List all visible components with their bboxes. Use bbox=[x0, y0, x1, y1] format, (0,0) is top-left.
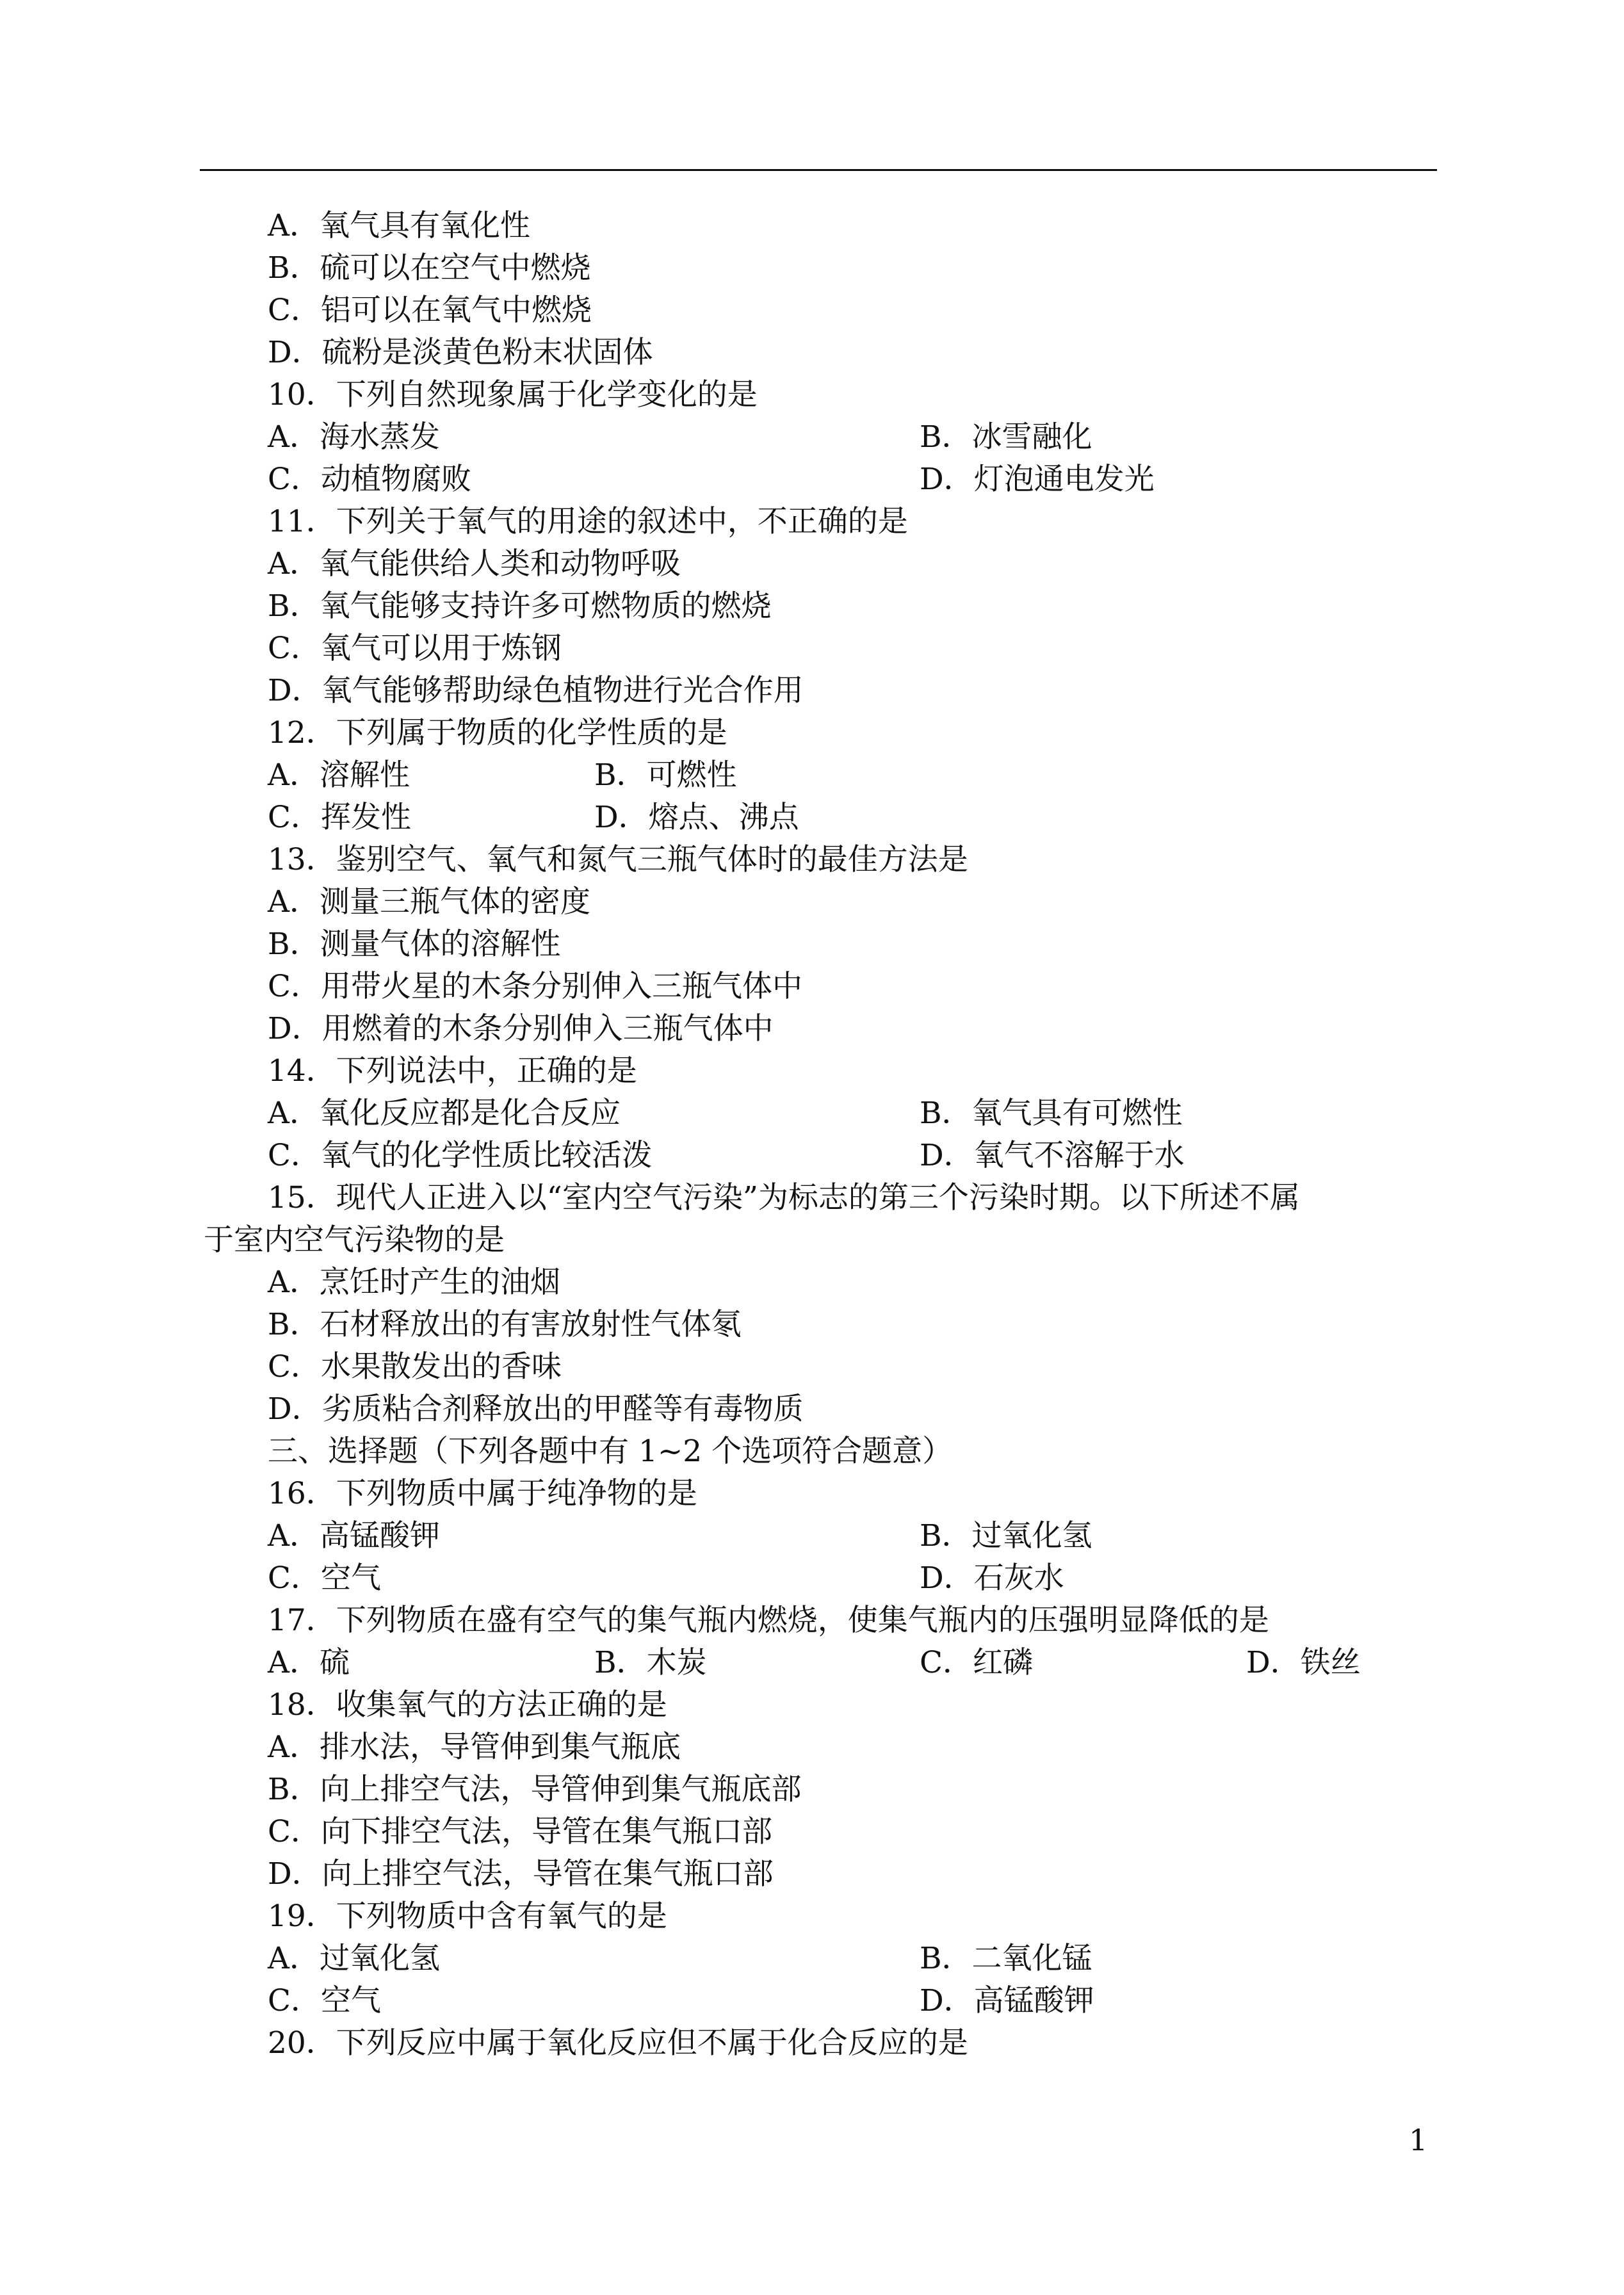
q16-option-c: C．空气 bbox=[268, 1561, 381, 1596]
q18-stem: 18．收集氧气的方法正确的是 bbox=[268, 1687, 667, 1723]
q10-option-b: B．冰雪融化 bbox=[920, 419, 1092, 455]
q12-stem: 12．下列属于物质的化学性质的是 bbox=[268, 715, 727, 750]
q13-stem: 13．鉴别空气、氧气和氮气三瓶气体时的最佳方法是 bbox=[268, 842, 968, 877]
q11-option-a: A．氧气能供给人类和动物呼吸 bbox=[268, 546, 681, 581]
q10-option-a: A．海水蒸发 bbox=[268, 419, 440, 455]
q14-option-c: C．氧气的化学性质比较活泼 bbox=[268, 1138, 652, 1173]
q15-option-c: C．水果散发出的香味 bbox=[268, 1349, 562, 1384]
q19-option-a: A．过氧化氢 bbox=[268, 1941, 440, 1976]
q15-option-a: A．烹饪时产生的油烟 bbox=[268, 1265, 560, 1300]
q16-option-b: B．过氧化氢 bbox=[920, 1518, 1092, 1553]
q10-option-c: C．动植物腐败 bbox=[268, 462, 471, 497]
q12-option-a: A．溶解性 bbox=[268, 758, 410, 793]
q9-option-a: A．氧气具有氧化性 bbox=[268, 208, 530, 243]
section-3-title: 三、选择题（下列各题中有 1~2 个选项符合题意） bbox=[268, 1434, 953, 1469]
q19-option-b: B．二氧化锰 bbox=[920, 1941, 1092, 1976]
q15-stem-line2: 于室内空气污染物的是 bbox=[204, 1222, 505, 1258]
q14-option-b: B．氧气具有可燃性 bbox=[920, 1096, 1183, 1131]
q13-option-c: C．用带火星的木条分别伸入三瓶气体中 bbox=[268, 969, 802, 1004]
q15-stem-line1: 15．现代人正进入以“室内空气污染”为标志的第三个污染时期。以下所述不属 bbox=[268, 1180, 1300, 1215]
q9-option-b: B．硫可以在空气中燃烧 bbox=[268, 250, 591, 286]
q16-option-d: D．石灰水 bbox=[920, 1561, 1064, 1596]
q10-option-d: D．灯泡通电发光 bbox=[920, 462, 1155, 497]
q13-option-a: A．测量三瓶气体的密度 bbox=[268, 884, 590, 920]
q17-option-b: B．木炭 bbox=[594, 1645, 707, 1680]
q16-option-a: A．高锰酸钾 bbox=[268, 1518, 440, 1553]
page-number: 1 bbox=[1409, 2123, 1428, 2157]
q18-option-a: A．排水法，导管伸到集气瓶底 bbox=[268, 1730, 681, 1765]
q11-option-b: B．氧气能够支持许多可燃物质的燃烧 bbox=[268, 588, 772, 624]
q20-stem: 20．下列反应中属于氧化反应但不属于化合反应的是 bbox=[268, 2025, 968, 2061]
q14-stem: 14．下列说法中，正确的是 bbox=[268, 1053, 637, 1089]
q19-stem: 19．下列物质中含有氧气的是 bbox=[268, 1899, 667, 1934]
q15-option-d: D．劣质粘合剂释放出的甲醛等有毒物质 bbox=[268, 1391, 804, 1427]
q10-stem: 10．下列自然现象属于化学变化的是 bbox=[268, 377, 758, 412]
q14-option-a: A．氧化反应都是化合反应 bbox=[268, 1096, 621, 1131]
q12-option-b: B．可燃性 bbox=[594, 758, 737, 793]
q11-stem: 11．下列关于氧气的用途的叙述中，不正确的是 bbox=[268, 504, 908, 539]
q12-option-d: D．熔点、沸点 bbox=[594, 800, 799, 835]
q13-option-b: B．测量气体的溶解性 bbox=[268, 927, 561, 962]
q11-option-d: D．氧气能够帮助绿色植物进行光合作用 bbox=[268, 673, 804, 708]
q18-option-b: B．向上排空气法，导管伸到集气瓶底部 bbox=[268, 1772, 802, 1807]
q17-option-a: A．硫 bbox=[268, 1645, 350, 1680]
q18-option-d: D．向上排空气法，导管在集气瓶口部 bbox=[268, 1856, 774, 1892]
q9-option-d: D．硫粉是淡黄色粉末状固体 bbox=[268, 335, 653, 370]
q12-option-c: C．挥发性 bbox=[268, 800, 411, 835]
q11-option-c: C．氧气可以用于炼钢 bbox=[268, 631, 562, 666]
q17-option-d: D．铁丝 bbox=[1246, 1645, 1361, 1680]
header-rule bbox=[200, 169, 1437, 171]
q17-stem: 17．下列物质在盛有空气的集气瓶内燃烧，使集气瓶内的压强明显降低的是 bbox=[268, 1603, 1269, 1638]
q9-option-c: C．铝可以在氧气中燃烧 bbox=[268, 293, 592, 328]
q17-option-c: C．红磷 bbox=[920, 1645, 1033, 1680]
q19-option-d: D．高锰酸钾 bbox=[920, 1983, 1094, 2018]
q15-option-b: B．石材释放出的有害放射性气体氡 bbox=[268, 1307, 742, 1342]
q18-option-c: C．向下排空气法，导管在集气瓶口部 bbox=[268, 1814, 772, 1849]
q19-option-c: C．空气 bbox=[268, 1983, 381, 2018]
q13-option-d: D．用燃着的木条分别伸入三瓶气体中 bbox=[268, 1011, 774, 1046]
q14-option-d: D．氧气不溶解于水 bbox=[920, 1138, 1185, 1173]
q16-stem: 16．下列物质中属于纯净物的是 bbox=[268, 1476, 697, 1511]
